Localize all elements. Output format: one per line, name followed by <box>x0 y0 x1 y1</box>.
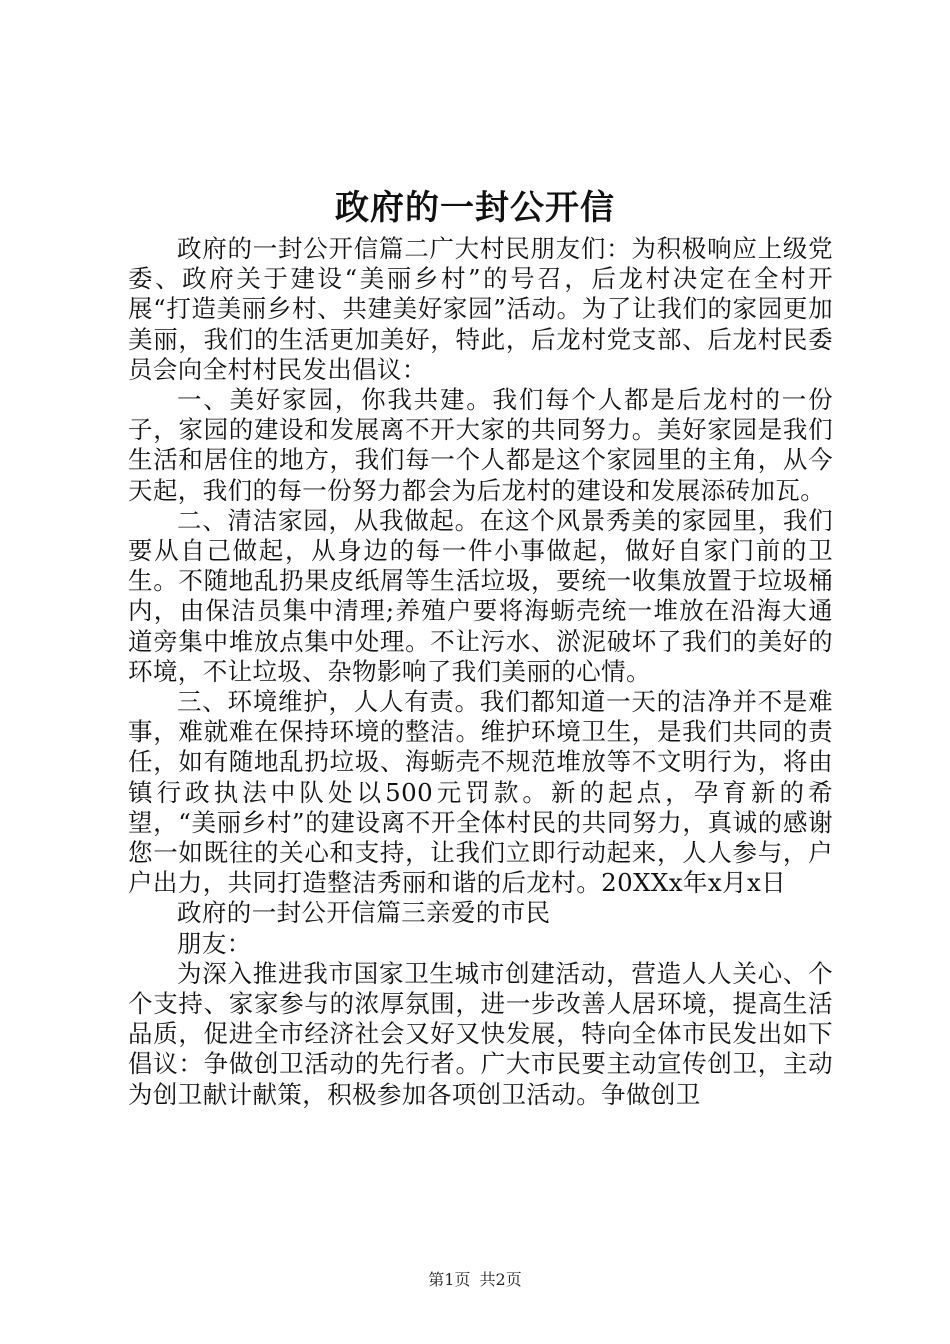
paragraph-section-three-body: 为深入推进我市国家卫生城市创建活动，营造人人关心、个个支持、家家参与的浓厚氛围，进一步改善人居环境，提高生活品质，促进全市经济社会又好又快发展，特向全体市民发出如下倡议：争做创卫活动的先行者。广大市民要主动宣传创卫，主动为创卫献计献策，积极参加各项创卫活动。争做创卫 <box>128 958 833 1109</box>
page-title: 政府的一封公开信 <box>335 188 615 228</box>
document-body <box>128 234 833 1110</box>
paragraph-salutation: 朋友： <box>177 928 252 958</box>
page-footer <box>0 1270 950 1290</box>
paragraph-point-three: 三、环境维护，人人有责。我们都知道一天的洁净并不是难事，难就难在保持环境的整洁。维护环境卫生，是我们共同的责任，如有随地乱扔垃圾、海蛎壳不规范堆放等不文明行为，将由镇行政执法中队处以500元罚款。新的起点，孕育新的希望，“美丽乡村”的建设离不开全体村民的共同努力，真诚的感谢您一如既往的关心和支持，让我们立即行动起来，人人参与，户户出力，共同打造整洁秀丽和谐的后龙村。20XXx年x月x日 <box>128 687 833 898</box>
paragraph-section-three-heading: 政府的一封公开信篇三亲爱的市民 <box>177 898 551 928</box>
paragraph-point-one: 一、美好家园，你我共建。我们每个人都是后龙村的一份子，家园的建设和发展离不开大家的共同努力。美好家园是我们生活和居住的地方，我们每一个人都是这个家园里的主角，从今天起，我们的每一份努力都会为后龙村的建设和发展添砖加瓦。 <box>128 385 833 505</box>
page-number-total: 共2页 <box>479 1270 522 1289</box>
paragraph-point-two: 二、清洁家园，从我做起。在这个风景秀美的家园里，我们要从自己做起，从身边的每一件小事做起，做好自家门前的卫生。不随地乱扔果皮纸屑等生活垃圾，要统一收集放置于垃圾桶内，由保洁员集中清理;养殖户要将海蛎壳统一堆放在沿海大通道旁集中堆放点集中处理。不让污水、淤泥破坏了我们的美好的环境，不让垃圾、杂物影响了我们美丽的心情。 <box>128 505 833 686</box>
page-number-current: 第1页 <box>428 1270 471 1289</box>
paragraph-intro: 政府的一封公开信篇二广大村民朋友们：为积极响应上级党委、政府关于建设“美丽乡村”的号召，后龙村决定在全村开展“打造美丽乡村、共建美好家园”活动。为了让我们的家园更加美丽，我们的生活更加美好，特此，后龙村党支部、后龙村民委员会向全村村民发出倡议： <box>128 234 833 384</box>
